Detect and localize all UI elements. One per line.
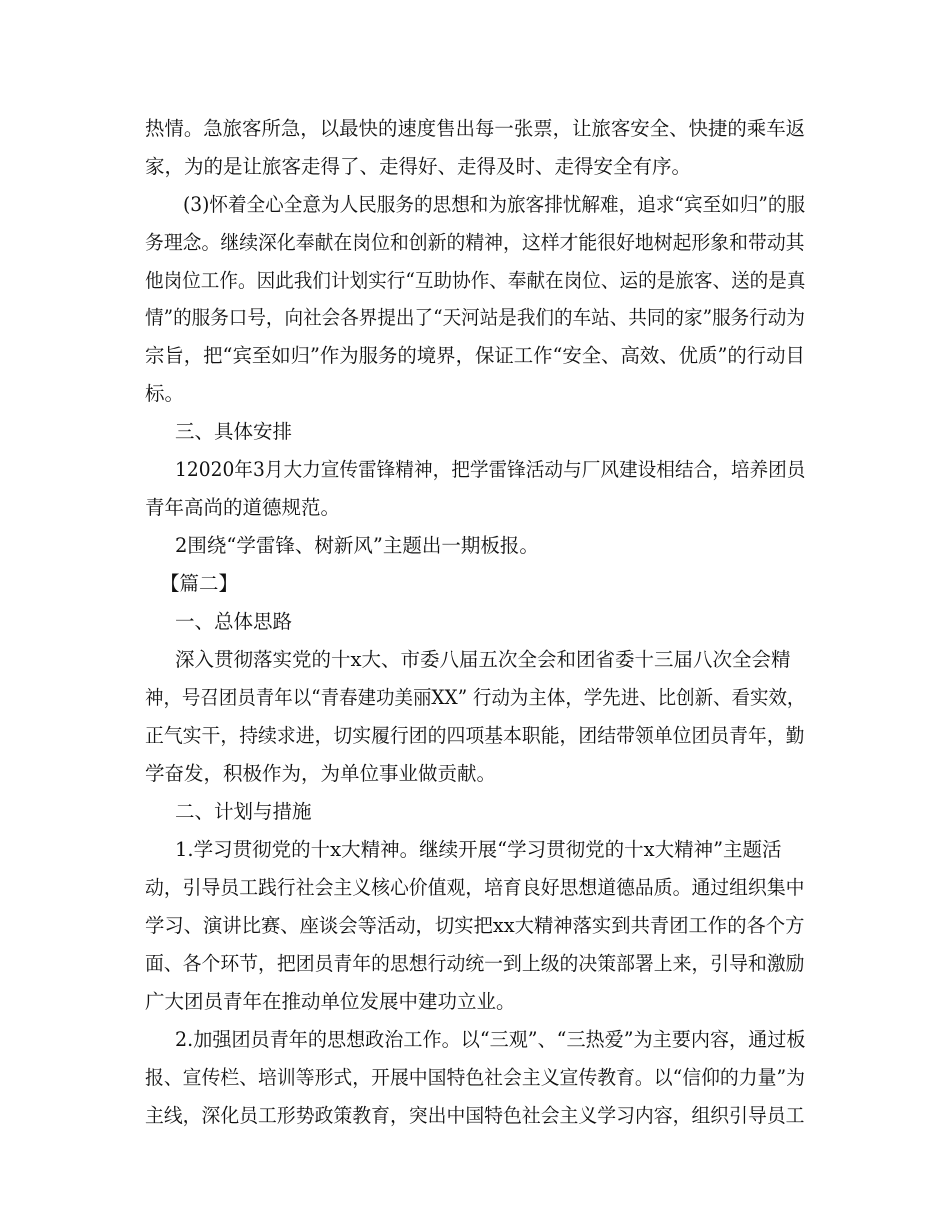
- section-heading: 三、具体安排: [175, 420, 293, 443]
- text-line: 2围绕“学雷锋、树新风”主题出一期板报。: [175, 534, 539, 557]
- section-heading: 二、计划与措施: [175, 800, 312, 823]
- text-line: 神，号召团员青年以“青春建功美丽XX” 行动为主体，学先进、比创新、看实效，: [145, 686, 806, 709]
- text-line: 标。: [145, 382, 185, 405]
- text-line: (3)怀着全心全意为人民服务的思想和为旅客排忧解难，追求“宾至如归”的服: [183, 193, 806, 216]
- text-line: 学习、演讲比赛、座谈会等活动，切实把xx大精神落实到共青团工作的各个方: [145, 914, 805, 937]
- text-line: 面、各个环节，把团员青年的思想行动统一到上级的决策部署上来，引导和激励: [145, 952, 805, 975]
- text-line: 1.学习贯彻党的十x大精神。继续开展“学习贯彻党的十x大精神”主题活: [175, 838, 782, 861]
- text-line: 12020年3月大力宣传雷锋精神，把学雷锋活动与厂风建设相结合，培养团员: [175, 458, 806, 481]
- text-line: 动，引导员工践行社会主义核心价值观，培育良好思想道德品质。通过组织集中: [145, 876, 805, 899]
- text-line: 报、宣传栏、培训等形式，开展中国特色社会主义宣传教育。以“信仰的力量”为: [145, 1066, 805, 1089]
- text-line: 热情。急旅客所急，以最快的速度售出每一张票，让旅客安全、快捷的乘车返: [145, 117, 806, 140]
- text-line: 广大团员青年在推动单位发展中建功立业。: [145, 990, 516, 1013]
- text-line: 学奋发，积极作为，为单位事业做贡献。: [145, 762, 497, 785]
- section-heading: 一、总体思路: [175, 610, 293, 633]
- text-line: 青年高尚的道德规范。: [145, 496, 341, 519]
- text-line: 正气实干，持续求进，切实履行团的四项基本职能，团结带领单位团员青年，勤: [145, 724, 805, 747]
- text-line: 主线，深化员工形势政策教育，突出中国特色社会主义学习内容，组织引导员工: [145, 1104, 805, 1127]
- text-line: 深入贯彻落实党的十x大、市委八届五次全会和团省委十三届八次全会精: [175, 648, 791, 671]
- text-line: 宗旨，把“宾至如归”作为服务的境界，保证工作“安全、高效、优质”的行动目: [145, 344, 805, 367]
- text-line: 他岗位工作。因此我们计划实行“互助协作、奉献在岗位、运的是旅客、送的是真: [145, 269, 806, 292]
- text-line: 务理念。继续深化奉献在岗位和创新的精神，这样才能很好地树起形象和带动其: [145, 231, 805, 254]
- text-line: 2.加强团员青年的思想政治工作。以“三观”、“三热爱”为主要内容，通过板: [175, 1028, 806, 1051]
- part-heading: 【篇二】: [160, 572, 239, 595]
- text-line: 家，为的是让旅客走得了、走得好、走得及时、走得安全有序。: [145, 155, 692, 178]
- text-line: 情”的服务口号，向社会各界提出了“天河站是我们的车站、共同的家”服务行动为: [145, 306, 805, 329]
